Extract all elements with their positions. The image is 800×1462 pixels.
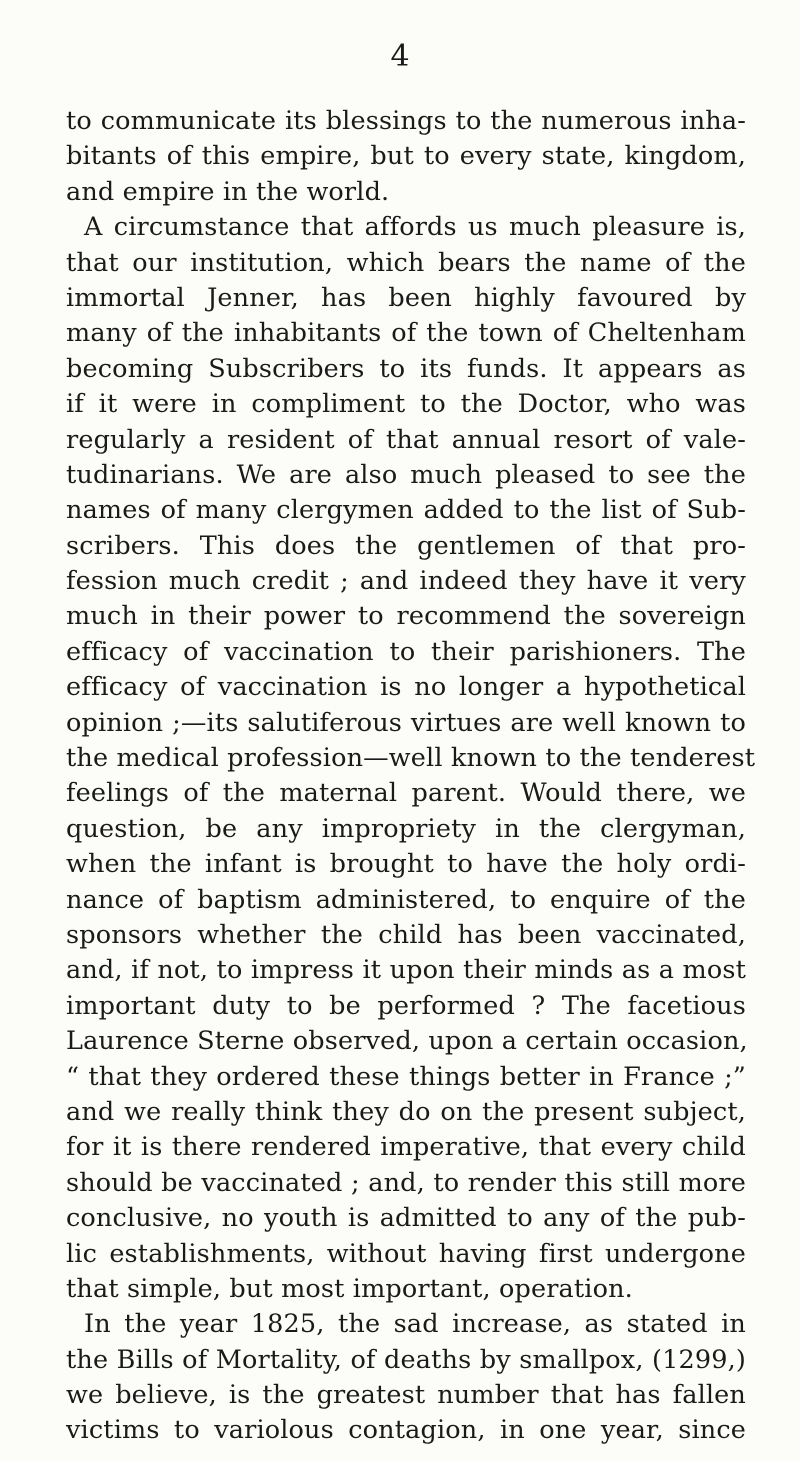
text-line: much in their power to recommend the sovereign [66, 601, 746, 632]
text-line: feelings of the maternal parent. Would there, we [66, 778, 746, 809]
text-line: “ that they ordered these things better in France ;” [66, 1061, 746, 1092]
text-line: becoming Subscribers to its funds. It appears as [66, 353, 746, 384]
text-line: fession much credit ; and indeed they have it very [66, 566, 746, 597]
text-line: to communicate its blessings to the numerous inha- [66, 106, 746, 136]
text-line: if it were in compliment to the Doctor, who was [66, 389, 746, 420]
body-text [66, 104, 756, 1449]
text-line: conclusive, no youth is admitted to any of the pub- [66, 1203, 746, 1234]
text-line: efficacy of vaccination is no longer a hypothetical [66, 672, 746, 703]
text-line: bitants of this empire, but to every state, kingdom, [66, 141, 746, 172]
text-line: the medical profession—well known to the tenderest [66, 743, 756, 774]
text-line: Laurence Sterne observed, upon a certain occasion, [66, 1026, 748, 1057]
text-line: names of many clergymen added to the list of Sub- [66, 495, 746, 526]
text-line: question, be any impropriety in the clergyman, [66, 813, 746, 844]
text-line: efficacy of vaccination to their parishioners. The [66, 636, 746, 667]
text-line: for it is there rendered imperative, that every child [66, 1132, 746, 1163]
text-line: and empire in the world. [66, 176, 390, 207]
text-line: when the infant is brought to have the holy ordi- [66, 849, 746, 880]
text-line: opinion ;—its salutiferous virtues are well known to [66, 707, 746, 738]
text-line: A circumstance that affords us much pleasure is, [84, 212, 746, 243]
text-line: that simple, but most important, operation. [66, 1273, 633, 1304]
text-line: In the year 1825, the sad increase, as stated in [84, 1309, 746, 1340]
text-line: immortal Jenner, has been highly favoured by [66, 282, 746, 313]
text-line: scribers. This does the gentlemen of that pro- [66, 530, 746, 561]
text-line: and, if not, to impress it upon their minds as a most [66, 955, 746, 986]
text-line: many of the inhabitants of the town of Cheltenham [66, 318, 746, 349]
text-line: that our institution, which bears the name of the [66, 247, 746, 278]
text-line: we believe, is the greatest number that has fallen [66, 1380, 746, 1411]
text-line: the Bills of Mortality, of deaths by smallpox, (1299,) [66, 1344, 746, 1375]
page-number: 4 [390, 39, 410, 74]
text-line: should be vaccinated ; and, to render this still more [66, 1167, 746, 1198]
text-line: tudinarians. We are also much pleased to see the [66, 459, 746, 490]
text-line: important duty to be performed ? The facetious [66, 990, 746, 1021]
text-line: regularly a resident of that annual resort of vale- [66, 424, 746, 455]
text-line: victims to variolous contagion, in one year, since [66, 1415, 746, 1446]
text-line: sponsors whether the child has been vaccinated, [66, 919, 746, 950]
text-line: and we really think they do on the present subject, [66, 1096, 746, 1127]
text-line: nance of baptism administered, to enquire of the [66, 884, 746, 915]
text-line: lic establishments, without having first undergone [66, 1238, 746, 1269]
